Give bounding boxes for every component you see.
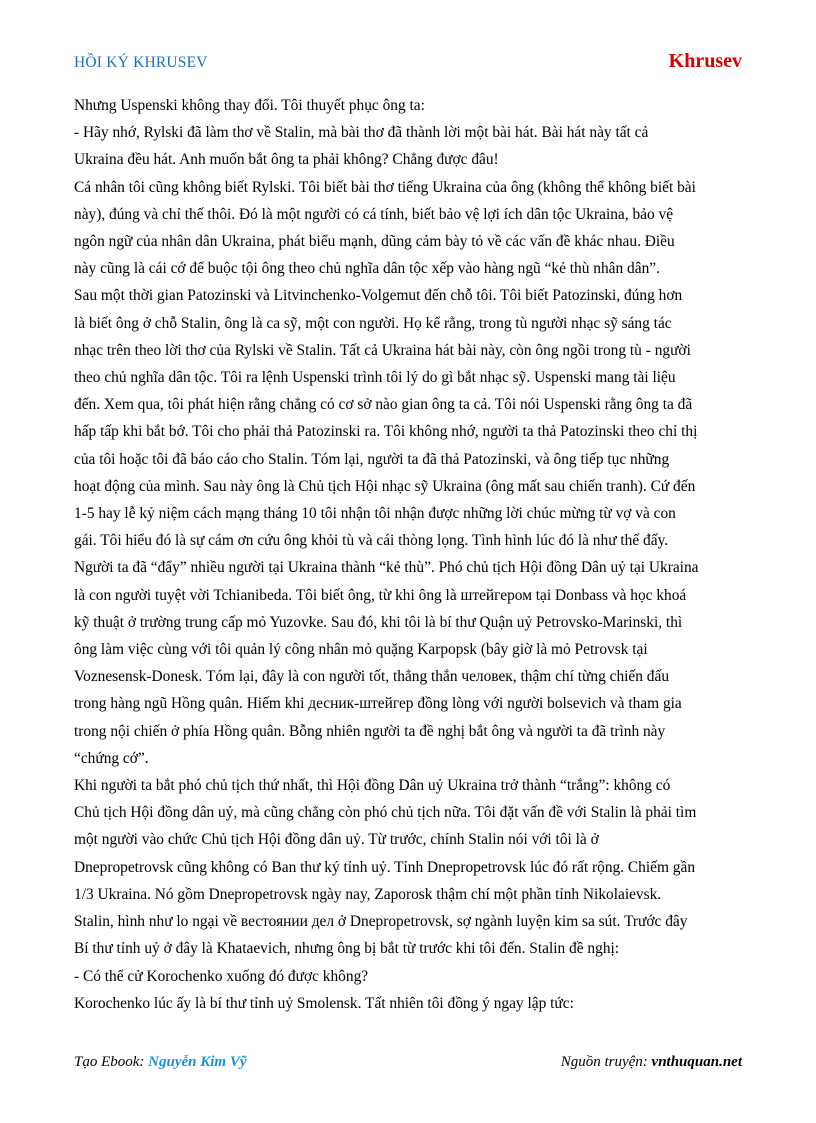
body-line: của tôi hoặc tôi đã báo cáo cho Stalin. Tóm lại, người ta đã thả Patozinski, và ông tiếp tục những [74, 450, 670, 468]
body-line: Ukraina đều hát. Anh muốn bắt ông ta phải không? Chẳng được đâu! [74, 151, 499, 169]
book-title: HỒI KÝ KHRUSEV [74, 54, 208, 71]
page-header [74, 50, 742, 78]
body-line: hoạt động của mình. Sau này ông là Chủ tịch Hội nhạc sỹ Ukraina (ông mất sau chiến tranh). Cứ đến [74, 477, 696, 495]
body-line: - Hãy nhớ, Rylski đã làm thơ về Stalin, mà bài thơ đã thành lời một bài hát. Bài hát này tất cả [74, 124, 649, 142]
ebook-credit-separator: : [139, 1054, 149, 1070]
source-separator: : [642, 1054, 652, 1070]
body-line: Bí thư tỉnh uỷ ở đây là Khataevich, nhưng ông bị bắt từ trước khi tôi đến. Stalin đề nghị: [74, 940, 620, 958]
body-line: theo chủ nghĩa dân tộc. Tôi ra lệnh Uspenski trình tôi lý do gì bắt nhạc sỹ. Uspenski mang tài liệu [74, 369, 676, 387]
ebook-author: Nguyễn Kim Vỹ [148, 1054, 247, 1070]
body-line: Cá nhân tôi cũng không biết Rylski. Tôi biết bài thơ tiếng Ukraina của ông (không thể không biết bài [74, 178, 696, 196]
body-line: một người vào chức Chủ tịch Hội đồng dân uỷ. Từ trước, chính Stalin nói với tôi là ở [74, 831, 599, 849]
body-line: đến. Xem qua, tôi phát hiện rằng chẳng có cơ sở nào gian ông ta cả. Tôi nói Uspenski rằng ông ta đã [74, 396, 693, 414]
body-line: nhạc trên theo lời thơ của Rylski về Stalin. Tất cả Ukraina hát bài này, còn ông ngồi trong tù - người [74, 341, 691, 359]
body-line: này), đúng và chỉ thế thôi. Đó là một người có cá tính, biết bảo vệ lợi ích dân tộc Ukraina, bảo vệ [74, 205, 674, 223]
document-body [74, 92, 744, 1017]
body-line: Nhưng Uspenski không thay đổi. Tôi thuyết phục ông ta: [74, 97, 425, 114]
body-line: Voznesensk-Donesk. Tóm lại, đây là con người tốt, thẳng thắn человек, thậm chí từng chiến đấu [74, 668, 670, 686]
body-line: Dnepropetrovsk cũng không có Ban thư ký tỉnh uỷ. Tỉnh Dnepropetrovsk lúc đó rất rộng. Chiếm gần [74, 858, 696, 876]
body-line: Chủ tịch Hội đồng dân uỷ, mà cũng chẳng còn phó chủ tịch nữa. Tôi đặt vấn đề với Stalin là phải tìm [74, 804, 697, 822]
book-brand: Khrusev [668, 50, 742, 72]
ebook-credit-label: Tạo Ebook [74, 1054, 140, 1070]
body-line: này cũng là cái cớ để buộc tội ông theo chủ nghĩa dân tộc xếp vào hàng ngũ “kẻ thù nhân dân”. [74, 260, 660, 278]
body-line: là biết ông ở chỗ Stalin, ông là ca sỹ, một con người. Họ kể rằng, trong tù người nhạc sỹ sáng tác [74, 314, 672, 332]
ebook-credit [74, 1054, 247, 1071]
body-line: là con người tuyệt vời Tchianibeda. Tôi biết ông, từ khi ông là штейгером tại Donbass và học khoá [74, 586, 687, 604]
body-line: Stalin, hình như lo ngại về вестоянии дел ở Dnepropetrovsk, sợ ngành luyện kim sa sút. Trước đây [74, 913, 688, 931]
body-line: - Có thể cử Korochenko xuống đó được không? [74, 967, 369, 985]
body-line: Khi người ta bắt phó chủ tịch thứ nhất, thì Hội đồng Dân uỷ Ukraina trở thành “trắng”: không có [74, 777, 671, 795]
body-line: Người ta đã “đẩy” nhiều người tại Ukraina thành “kẻ thù”. Phó chủ tịch Hội đồng Dân uỷ tại Ukraina [74, 559, 699, 577]
body-line: 1/3 Ukraina. Nó gồm Dnepropetrovsk ngày nay, Zaporosk thậm chí một phần tỉnh Nikolaievsk. [74, 885, 662, 903]
body-line: gái. Tôi hiểu đó là sự cám ơn cứu ông khỏi tù và cái thòng lọng. Tình hình lúc đó là như thế đấy. [74, 532, 669, 550]
body-line: Korochenko lúc ấy là bí thư tỉnh uỷ Smolensk. Tất nhiên tôi đồng ý ngay lập tức: [74, 994, 574, 1012]
source-label: Nguồn truyện [560, 1054, 643, 1070]
body-line: trong hàng ngũ Hồng quân. Hiếm khi десник-штейгер đồng lòng với người bolsevich và tham gia [74, 695, 682, 713]
source-credit [561, 1054, 742, 1071]
page-footer [74, 1054, 742, 1078]
body-line: “chứng cớ”. [74, 749, 149, 767]
body-line: trong nội chiến ở phía Hồng quân. Bỗng nhiên người ta đề nghị bắt ông và người ta đã trình này [74, 722, 666, 740]
body-line: hấp tấp khi bắt bớ. Tôi cho phải thả Patozinski ra. Tôi không nhớ, người ta thả Patozinski theo chỉ thị [74, 423, 698, 441]
body-line: ông làm việc cùng với tôi quản lý công nhân mỏ quặng Karpopsk (bây giờ là mỏ Petrovsk tại [74, 641, 648, 659]
source-site: vnthuquan.net [651, 1054, 742, 1070]
body-line: ngôn ngữ của nhân dân Ukraina, phát biểu mạnh, dũng cảm bày tỏ về các vấn đề khác nhau. Điều [74, 233, 675, 251]
body-line: Sau một thời gian Patozinski và Litvinchenko-Volgemut đến chỗ tôi. Tôi biết Patozinski, đúng hơn [74, 287, 683, 305]
body-line: 1-5 hay lễ kỷ niệm cách mạng tháng 10 tôi nhận tôi nhận được những lời chúc mừng từ vợ và con [74, 505, 676, 523]
body-line: kỹ thuật ở trường trung cấp mỏ Yuzovke. Sau đó, khi tôi là bí thư Quận uỷ Petrovsko-Marinski, thì [74, 613, 683, 631]
